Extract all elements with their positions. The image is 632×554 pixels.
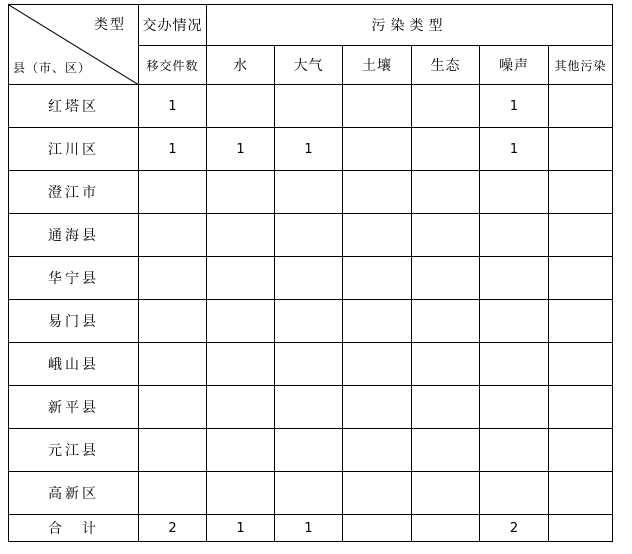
table-row — [9, 85, 613, 128]
value-cell: 1 — [207, 128, 275, 171]
value-cell — [412, 386, 480, 429]
value-cell — [549, 128, 613, 171]
table-row — [9, 257, 613, 300]
value-cell — [549, 472, 613, 515]
value-cell — [343, 257, 412, 300]
row-name-cell: 新平县 — [9, 386, 139, 429]
value-cell — [207, 257, 275, 300]
value-cell — [343, 386, 412, 429]
value-cell — [549, 85, 613, 128]
value-cell — [412, 214, 480, 257]
table-row — [9, 429, 613, 472]
value-cell — [275, 300, 343, 343]
header-pollution-type: 污染类型 — [207, 5, 613, 46]
value-cell: 1 — [480, 128, 549, 171]
value-cell — [480, 300, 549, 343]
value-cell — [207, 171, 275, 214]
corner-label-county: 县（市、区） — [13, 61, 92, 75]
value-cell — [480, 257, 549, 300]
value-cell: 2 — [139, 515, 207, 542]
value-cell: 1 — [275, 128, 343, 171]
value-cell — [549, 257, 613, 300]
pollution-table-container — [8, 4, 613, 542]
row-name-cell: 华宁县 — [9, 257, 139, 300]
table-row — [9, 343, 613, 386]
value-cell — [343, 300, 412, 343]
value-cell: 1 — [207, 515, 275, 542]
subheader-water: 水 — [207, 46, 275, 85]
row-name-cell: 合 计 — [9, 515, 139, 542]
value-cell — [412, 257, 480, 300]
value-cell — [412, 171, 480, 214]
value-cell — [549, 171, 613, 214]
table-row — [9, 472, 613, 515]
value-cell — [207, 429, 275, 472]
value-cell — [207, 386, 275, 429]
subheader-other: 其他污染 — [549, 46, 613, 85]
value-cell — [139, 472, 207, 515]
row-name-cell: 澄江市 — [9, 171, 139, 214]
pollution-case-table — [8, 4, 613, 542]
value-cell — [480, 386, 549, 429]
value-cell — [139, 300, 207, 343]
value-cell — [549, 515, 613, 542]
value-cell — [480, 171, 549, 214]
value-cell — [343, 515, 412, 542]
value-cell — [343, 343, 412, 386]
corner-header-cell — [9, 5, 139, 85]
value-cell — [412, 343, 480, 386]
value-cell — [207, 85, 275, 128]
value-cell: 2 — [480, 515, 549, 542]
value-cell — [343, 429, 412, 472]
value-cell — [207, 300, 275, 343]
table-row — [9, 300, 613, 343]
value-cell — [412, 85, 480, 128]
row-name-cell: 峨山县 — [9, 343, 139, 386]
value-cell — [139, 343, 207, 386]
subheader-ecology: 生态 — [412, 46, 480, 85]
table-row — [9, 171, 613, 214]
value-cell — [275, 85, 343, 128]
row-name-cell: 通海县 — [9, 214, 139, 257]
value-cell — [549, 300, 613, 343]
row-name-cell: 高新区 — [9, 472, 139, 515]
value-cell — [275, 257, 343, 300]
value-cell — [275, 386, 343, 429]
value-cell — [275, 429, 343, 472]
value-cell — [139, 386, 207, 429]
subheader-air: 大气 — [275, 46, 343, 85]
value-cell — [480, 429, 549, 472]
subheader-handover-count: 移交件数 — [139, 46, 207, 85]
value-cell — [549, 343, 613, 386]
value-cell — [139, 429, 207, 472]
table-row — [9, 214, 613, 257]
value-cell: 1 — [480, 85, 549, 128]
value-cell: 1 — [275, 515, 343, 542]
value-cell: 1 — [139, 128, 207, 171]
row-name-cell: 易门县 — [9, 300, 139, 343]
value-cell — [207, 472, 275, 515]
value-cell: 1 — [139, 85, 207, 128]
value-cell — [549, 214, 613, 257]
row-name-cell: 江川区 — [9, 128, 139, 171]
value-cell — [343, 472, 412, 515]
table-row — [9, 386, 613, 429]
value-cell — [275, 343, 343, 386]
value-cell — [275, 171, 343, 214]
value-cell — [207, 343, 275, 386]
value-cell — [207, 214, 275, 257]
value-cell — [139, 171, 207, 214]
value-cell — [343, 128, 412, 171]
value-cell — [343, 85, 412, 128]
subheader-soil: 土壤 — [343, 46, 412, 85]
value-cell — [549, 386, 613, 429]
table-row — [9, 515, 613, 542]
value-cell — [412, 515, 480, 542]
value-cell — [343, 214, 412, 257]
value-cell — [412, 472, 480, 515]
corner-label-type: 类型 — [94, 17, 126, 33]
value-cell — [412, 429, 480, 472]
value-cell — [343, 171, 412, 214]
row-name-cell: 红塔区 — [9, 85, 139, 128]
header-handover: 交办情况 — [139, 5, 207, 46]
value-cell — [275, 214, 343, 257]
subheader-noise: 噪声 — [480, 46, 549, 85]
value-cell — [412, 128, 480, 171]
value-cell — [480, 472, 549, 515]
value-cell — [412, 300, 480, 343]
value-cell — [139, 257, 207, 300]
value-cell — [549, 429, 613, 472]
row-name-cell: 元江县 — [9, 429, 139, 472]
value-cell — [480, 214, 549, 257]
table-row — [9, 128, 613, 171]
value-cell — [275, 472, 343, 515]
value-cell — [480, 343, 549, 386]
value-cell — [139, 214, 207, 257]
